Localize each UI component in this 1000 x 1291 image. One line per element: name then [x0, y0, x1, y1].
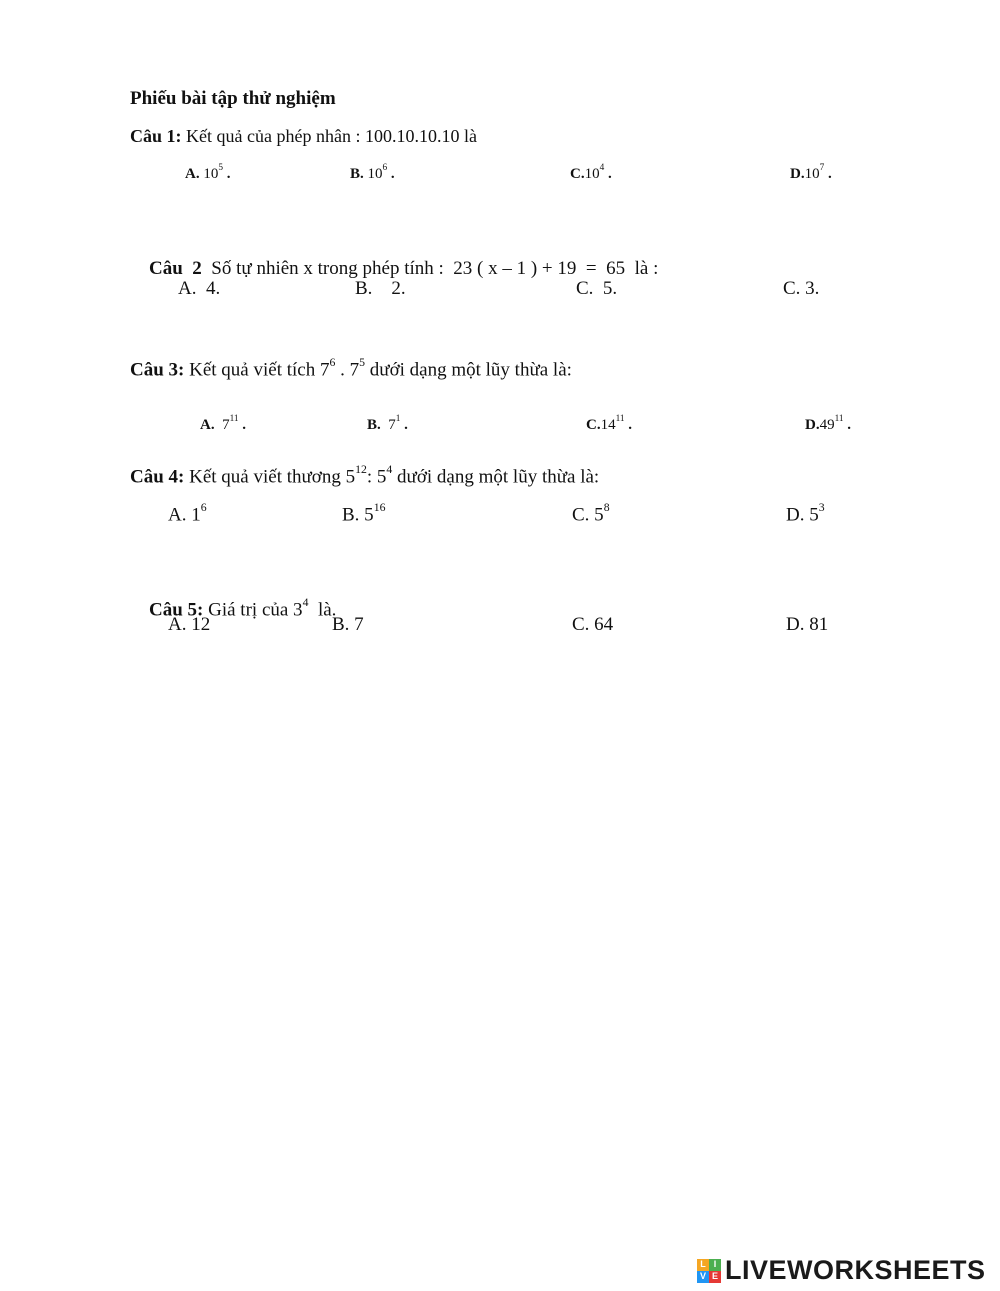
question-1-label: Câu 1:: [130, 126, 182, 146]
q4-option-b[interactable]: B. $5^{16}$: [342, 500, 386, 526]
question-4-label: Câu 4:: [130, 466, 185, 488]
liveworksheets-logo: [697, 1255, 986, 1286]
worksheet-title: Phiếu bài tập thử nghiệm: [130, 88, 336, 109]
question-3-label: Câu 3:: [130, 359, 185, 381]
question-5: Câu 5: Giá trị của $3^4$ là.: [149, 596, 337, 621]
question-1: [130, 126, 477, 147]
q3-option-c[interactable]: $C.14^{11}$ .: [586, 414, 633, 433]
q2-option-d[interactable]: C. 3.: [783, 278, 820, 299]
q5-option-d[interactable]: D. 81: [786, 614, 829, 635]
question-1-text: Kết quả của phép nhân : 100.10.10.10 là: [181, 126, 477, 146]
q5-option-c[interactable]: C. 64: [572, 614, 614, 635]
q4-option-d[interactable]: D. $5^3$: [786, 500, 825, 526]
q1-option-a[interactable]: A. $10^5$ .: [185, 163, 231, 182]
q5-option-b[interactable]: B. 7: [332, 614, 364, 635]
q2-option-c[interactable]: C. 5.: [576, 278, 618, 299]
q3-option-b[interactable]: B. $7^1$ .: [367, 414, 408, 433]
q3-option-d[interactable]: $D.49^{11}$ .: [805, 414, 852, 433]
q2-option-a[interactable]: A. 4.: [178, 278, 221, 299]
q2-option-b[interactable]: B. 2.: [355, 278, 406, 299]
question-3: Câu 3: Kết quả viết tích $7^6$ . $7^5$ dưới dạng một lũy thừa là:: [130, 356, 572, 381]
q4-option-c[interactable]: C. $5^8$: [572, 500, 610, 526]
question-2-label: Câu 2: [149, 258, 202, 279]
live-logo-icon: L I V E: [697, 1259, 721, 1283]
q3-option-a[interactable]: A. $7^{11}$ .: [200, 414, 247, 433]
question-5-label: Câu 5:: [149, 599, 204, 621]
question-2-text: Số tự nhiên x trong phép tính : 23 ( x – 1 ) + 19 = 65 là :: [201, 258, 659, 279]
q1-option-c[interactable]: $C.10^4$ .: [570, 163, 612, 182]
q5-option-a[interactable]: A. 12: [168, 614, 211, 635]
q4-option-a[interactable]: A. $1^6$: [168, 500, 207, 526]
q1-option-b[interactable]: B. $10^6$ .: [350, 163, 395, 182]
logo-text: LIVEWORKSHEETS: [725, 1255, 986, 1285]
question-4: Câu 4: Kết quả viết thương $5^{12}$: $5^4$ dưới dạng một lũy thừa là:: [130, 463, 600, 488]
q1-option-d[interactable]: $D.10^7$ .: [790, 163, 832, 182]
